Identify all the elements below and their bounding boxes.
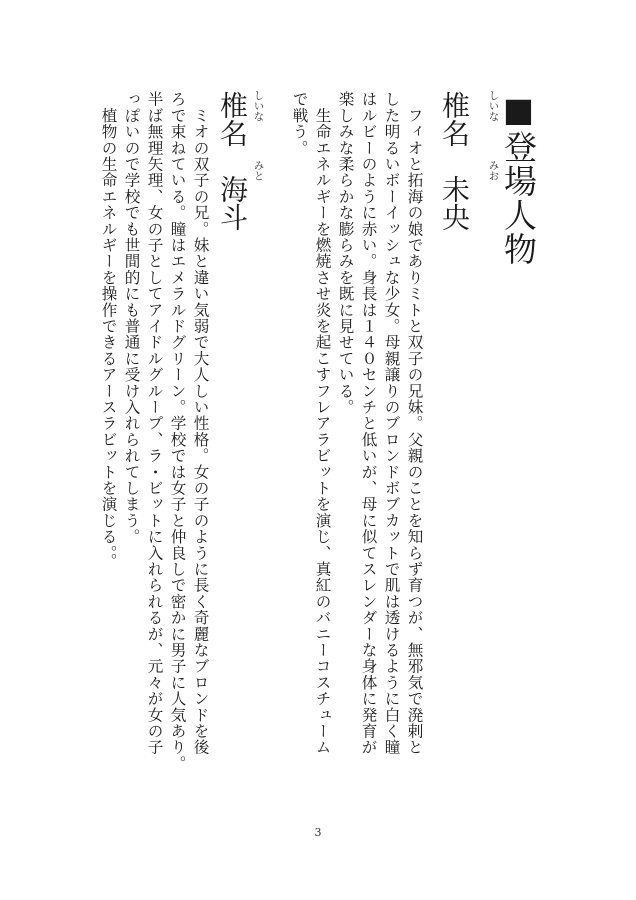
character-1-line-5: 生命エネルギーを燃焼させ炎を起こすフレアラビットを演じ、真紅のバニーコスチューム <box>313 91 332 756</box>
character-2-line-2: ろで束ねている。瞳はエメラルドグリーン。学校では女子と仲良しで密かに男子に人気あり。 <box>168 91 187 772</box>
ruby-given-1: みお <box>487 160 500 181</box>
character-name-1: 椎名 未央 <box>438 91 471 231</box>
character-2-line-5: 植物の生命エネルギーを操作できるアースラビットを演じる。。 <box>99 91 118 570</box>
character-1-line-1: フィオと拓海の娘でありミトと双子の兄妹。父親のことを知らず育つが、無邪気で溌剌と <box>405 91 424 756</box>
section-heading: ■登場人物 <box>499 90 538 266</box>
character-2-line-1: ミオの双子の兄。妹と違い気弱で大人しい性格。女の子のように長く奇麗なブロンドを後 <box>191 91 210 756</box>
character-name-2: 椎名 海斗 <box>216 91 249 231</box>
ruby-family-2: しいな <box>252 90 265 122</box>
character-1-line-2: した明るいボーイッシュな少女。母親譲りのブロンドボブカットで肌は透けるように白く瞳 <box>382 91 401 756</box>
ruby-given-2: みと <box>252 160 265 181</box>
character-1-line-4: 楽しみな柔らかな膨らみを既に見せている。 <box>336 91 355 415</box>
ruby-family-1: しいな <box>487 90 500 122</box>
character-2-line-4: っぽいので学校でも世間的にも普通に受け入れられてしまう。 <box>122 91 141 545</box>
character-2-line-3: 半ば無理矢理、女の子としてアイドルグループ、ラ・ビットに入れられるが、元々が女の子 <box>145 91 164 756</box>
page-number: 3 <box>314 826 322 839</box>
character-1-line-3: はルビーのように赤い。身長は１４０センチと低いが、母に似てスレンダーな身体に発育が <box>359 91 378 756</box>
character-1-line-6: で戦う。 <box>290 91 309 156</box>
